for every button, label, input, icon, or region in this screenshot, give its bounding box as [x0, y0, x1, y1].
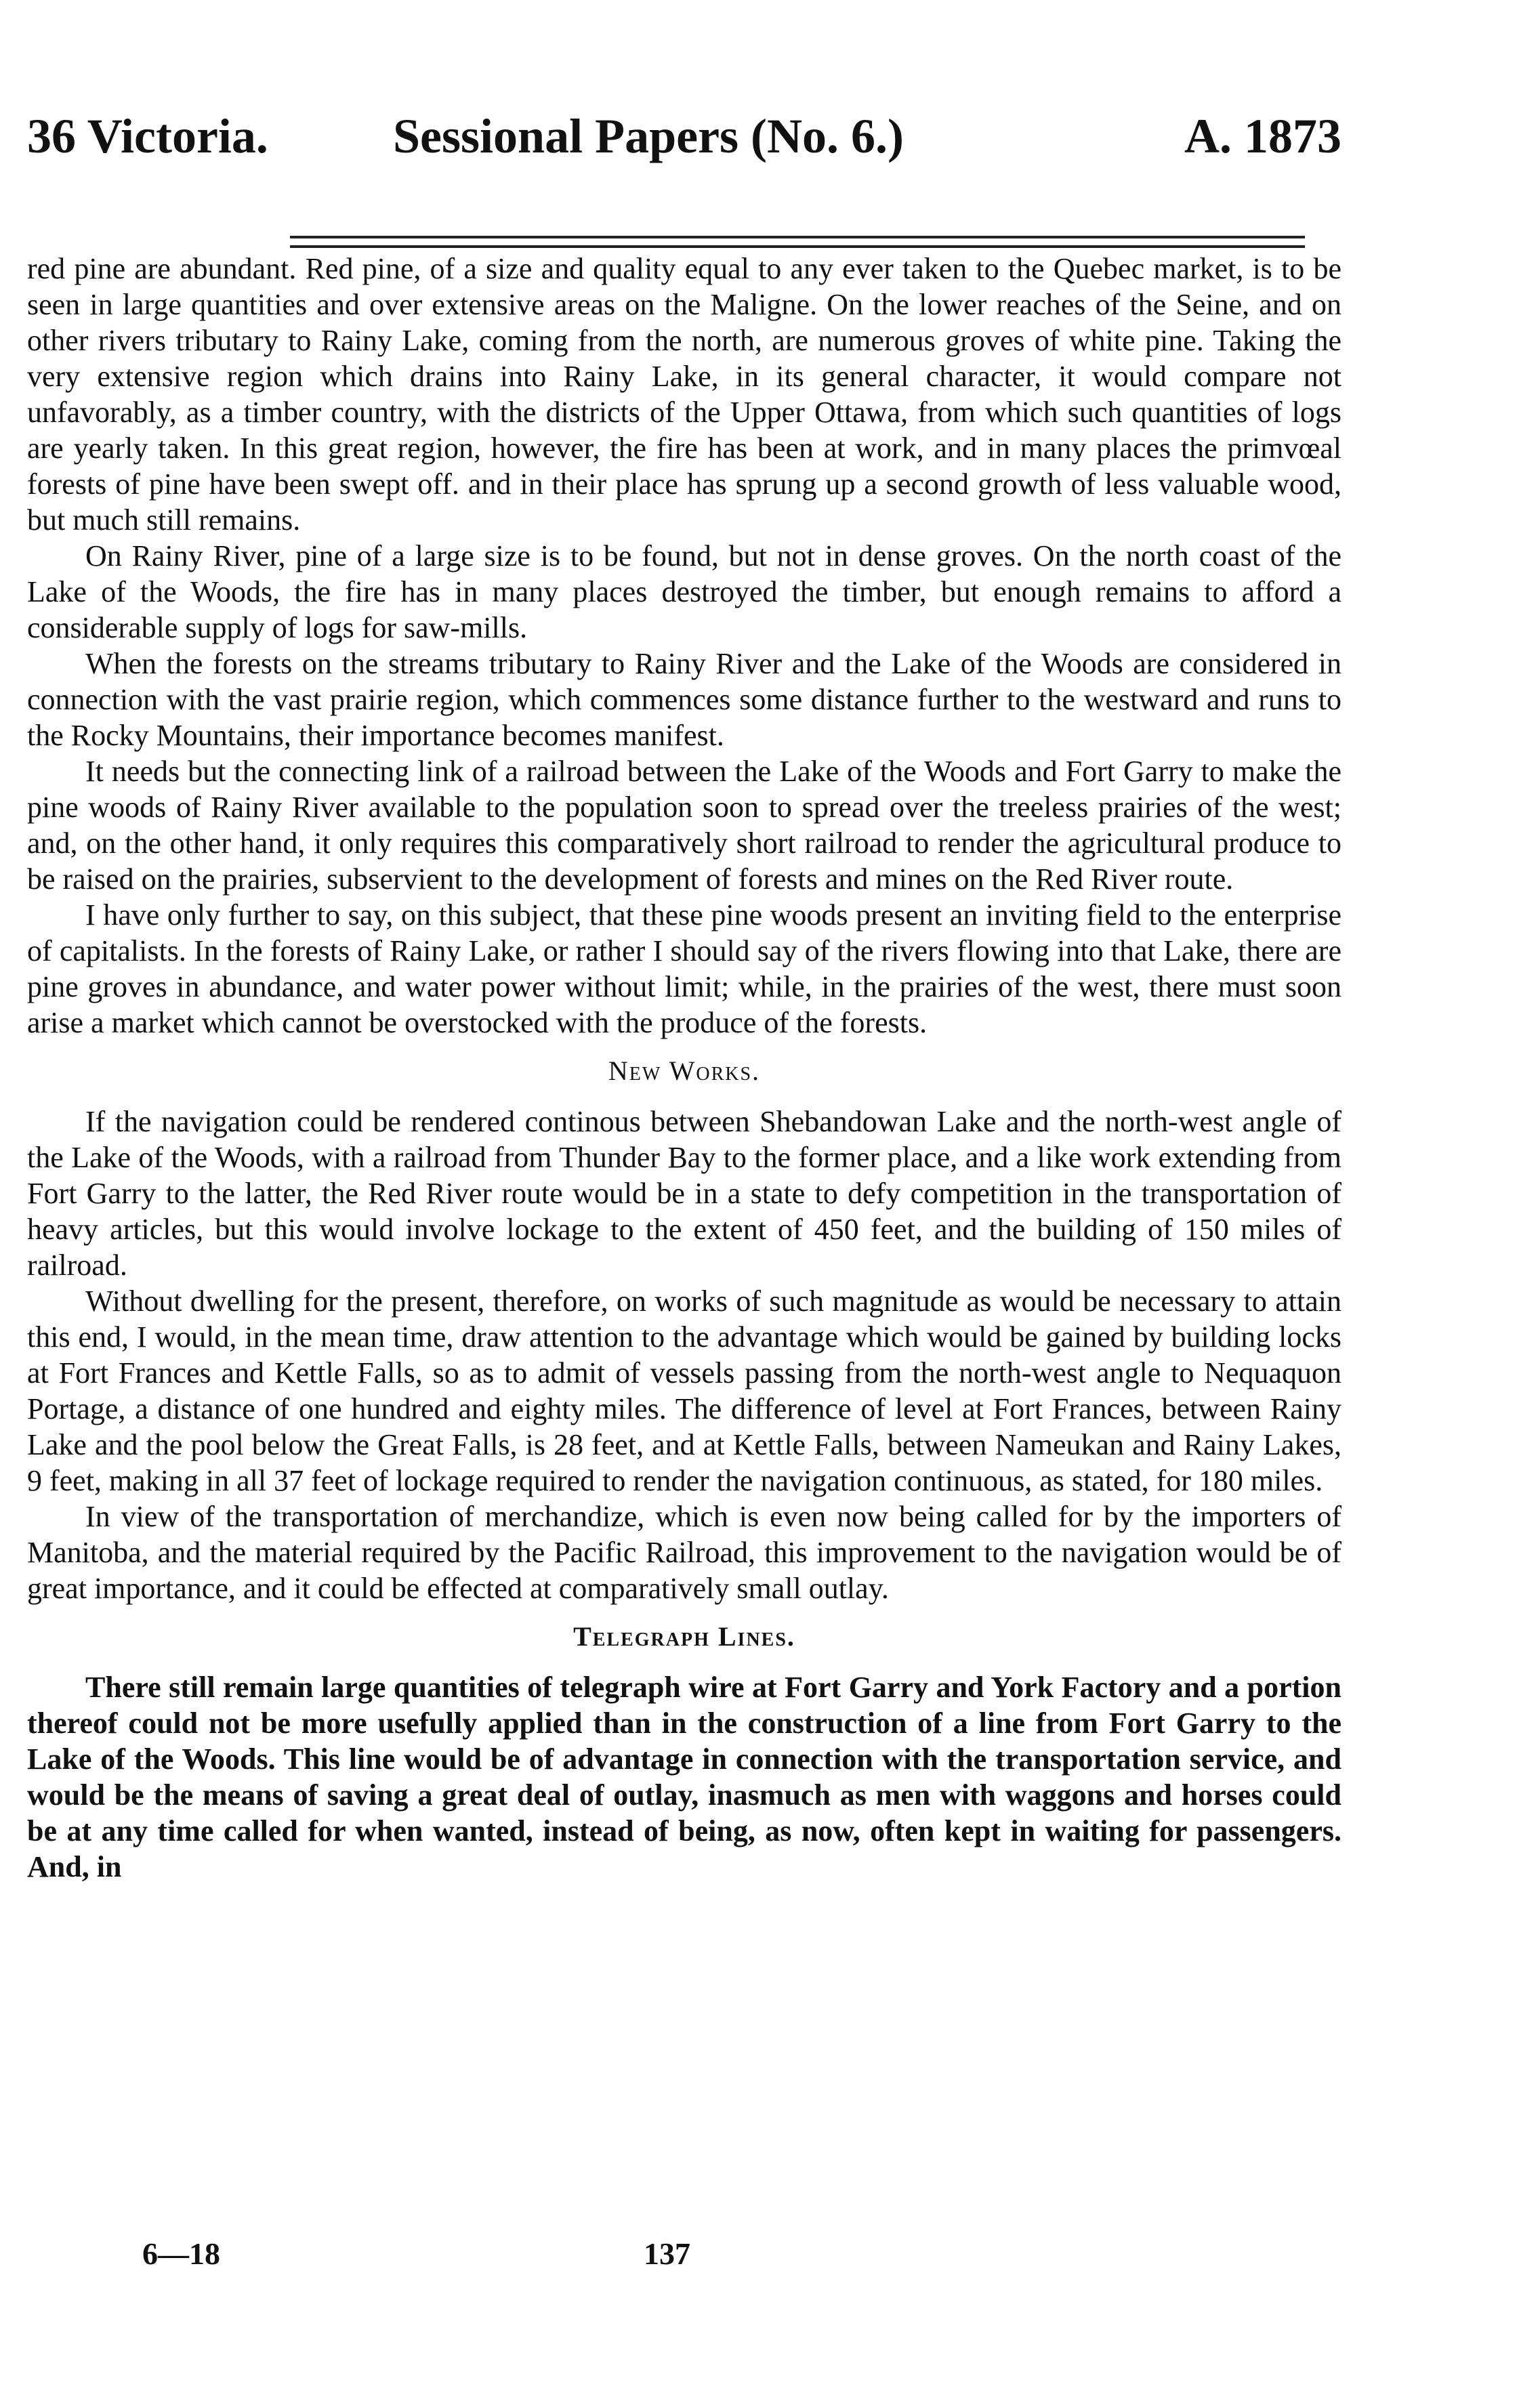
- paragraph: Without dwelling for the present, therefore, on works of such magnitude as would be necessary to attain this end, I would, in the mean time, draw attention to the advantage which would be gained by building locks at Fort Frances and Kettle Falls, so as to admit of vessels passing from the north-west angle to Nequaquon Portage, a distance of one hundred and eighty miles. The difference of level at Fort Frances, between Rainy Lake and the pool below the Great Falls, is 28 feet, and at Kettle Falls, between Nameukan and Rainy Lakes, 9 feet, making in all 37 feet of lockage required to render the navigation continuous, as stated, for 180 miles.: [27, 1284, 1341, 1497]
- rule-line-top: [290, 236, 1305, 238]
- paragraph: I have only further to say, on this subject, that these pine woods present an inviting field to the enterprise of capitalists. In the forests of Rainy Lake, or rather I should say of the rivers flowing into that Lake, there are pine groves in abundance, and water power without limit; while, in the prairies of the west, there must soon arise a market which cannot be overstocked with the produce of the forests.: [27, 898, 1341, 1039]
- header-title: Sessional Papers (No. 6.): [393, 109, 904, 163]
- footer-signature-mark: 6—18: [142, 2236, 220, 2271]
- page-number: 137: [644, 2236, 690, 2271]
- section-heading-telegraph-lines: Telegraph Lines.: [573, 1621, 795, 1652]
- rule-line-bottom: [290, 245, 1305, 248]
- paragraph: red pine are abundant. Red pine, of a size and quality equal to any ever taken to the Quebec market, is to be seen in large quantities and over extensive areas on the Maligne. On the lower reaches of the Seine, and on other rivers tributary to Rainy Lake, coming from the north, are numerous groves of white pine. Taking the very extensive region which drains into Rainy Lake, in its general character, it would compare not unfavorably, as a timber country, with the districts of the Upper Ottawa, from which such quantities of logs are yearly taken. In this great region, however, the fire has been at work, and in many places the primvœal forests of pine have been swept off. and in their place has sprung up a second growth of less valuable wood, but much still remains.: [27, 252, 1341, 537]
- paragraph: It needs but the connecting link of a railroad between the Lake of the Woods and Fort Garry to make the pine woods of Rainy River available to the population soon to spread over the treeless prairies of the west; and, on the other hand, it only requires this comparatively short railroad to render the agricultural produce to be raised on the prairies, subservient to the development of forests and mines on the Red River route.: [27, 755, 1341, 896]
- paragraph: There still remain large quantities of telegraph wire at Fort Garry and York Factory and a portion thereof could not be more usefully applied than in the construction of a line from Fort Garry to the Lake of the Woods. This line would be of advantage in connection with the transportation service, and would be the means of saving a great deal of outlay, inasmuch as men with waggons and horses could be at any time called for when wanted, instead of being, as now, often kept in waiting for passengers. And, in: [27, 1671, 1341, 1883]
- header-volume: 36 Victoria.: [27, 109, 268, 163]
- page-footer: [142, 2236, 752, 2283]
- paragraph: If the navigation could be rendered continous between Shebandowan Lake and the north-west angle of the Lake of the Woods, with a railroad from Thunder Bay to the former place, and a like work extending from Fort Garry to the latter, the Red River route would be in a state to defy competition in the transportation of heavy articles, but this would involve lockage to the extent of 450 feet, and the building of 150 miles of railroad.: [27, 1105, 1341, 1282]
- page-body: [27, 251, 1341, 1885]
- section-heading-new-works: New Works.: [608, 1056, 761, 1086]
- telegraph-section: [27, 1669, 1341, 1885]
- header-double-rule: [290, 236, 1305, 248]
- paragraph: On Rainy River, pine of a large size is to be found, but not in dense groves. On the north coast of the Lake of the Woods, the fire has in many places destroyed the timber, but enough remains to afford a considerable supply of logs for saw-mills.: [27, 539, 1341, 644]
- paragraph: When the forests on the streams tributary to Rainy River and the Lake of the Woods are considered in connection with the vast prairie region, which commences some distance further to the westward and runs to the Rocky Mountains, their importance becomes manifest.: [27, 647, 1341, 752]
- header-year: A. 1873: [1184, 109, 1341, 163]
- paragraph: In view of the transportation of merchandize, which is even now being called for by the importers of Manitoba, and the material required by the Pacific Railroad, this improvement to the navigation would be of great importance, and it could be effected at comparatively small outlay.: [27, 1500, 1341, 1605]
- page-header: [27, 108, 1341, 169]
